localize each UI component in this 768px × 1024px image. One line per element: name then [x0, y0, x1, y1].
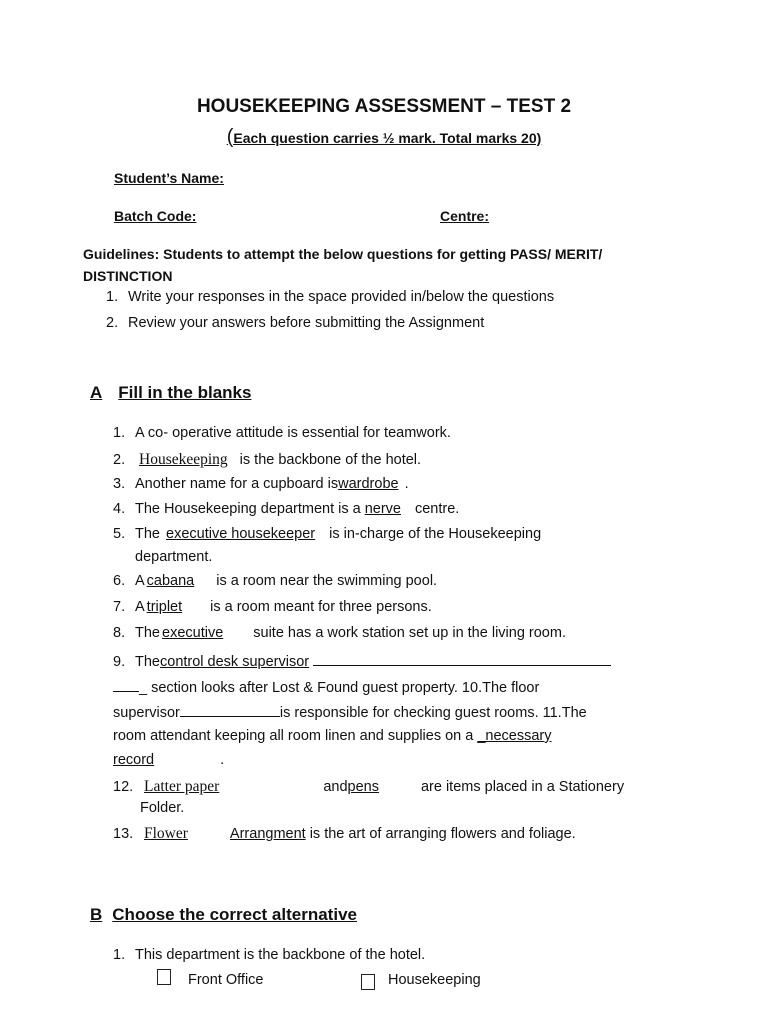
answer-housekeeping: Housekeeping — [139, 451, 228, 468]
checkbox-housekeeping[interactable] — [361, 974, 375, 990]
question-a2: 2. Housekeeping is the backbone of the hotel. — [113, 451, 422, 468]
guidelines-heading-line2: DISTINCTION — [83, 268, 173, 284]
paragraph-line1: _ section looks after Lost & Found guest property. 10.The floor — [113, 677, 539, 696]
answer-cabana: cabana — [146, 573, 195, 589]
section-a-heading: A Fill in the blanks — [90, 383, 252, 402]
answer-arrangment: Arrangment — [229, 826, 306, 842]
question-a9: 9. Thecontrol desk supervisor — [113, 651, 611, 670]
answer-control-desk-supervisor: control desk supervisor — [160, 654, 310, 670]
section-b-heading: B Choose the correct alternative — [90, 905, 357, 924]
paragraph-line2: supervisor is responsible for checking guest rooms. 11.The — [113, 702, 587, 721]
question-a4: 4. The Housekeeping department is a nerve centre. — [113, 501, 460, 517]
centre-label: Centre: — [440, 208, 490, 224]
subtitle — [0, 126, 768, 149]
question-b1: 1. This department is the backbone of the hotel. — [113, 947, 426, 963]
guideline-item: 2. Review your answers before submitting the Assignment — [106, 315, 485, 331]
batch-code-label: Batch Code: — [114, 208, 197, 224]
option-front-office: Front Office — [188, 972, 264, 988]
question-a5-line2: department. — [135, 549, 213, 565]
question-a8: 8. The executive suite has a work station set up in the living room. — [113, 625, 566, 641]
question-a6: 6. A cabana is a room near the swimming pool. — [113, 573, 438, 589]
subtitle-paren: ( — [226, 126, 234, 148]
paragraph-line4: record . — [113, 752, 225, 768]
answer-executive-housekeeper: executive housekeeper — [166, 526, 316, 542]
checkbox-front-office[interactable] — [157, 969, 171, 985]
answer-wardrobe: wardrobe — [338, 476, 399, 492]
answer-latter-paper: Latter paper — [144, 778, 220, 795]
option-housekeeping: Housekeeping — [388, 972, 481, 988]
page-title: HOUSEKEEPING ASSESSMENT – TEST 2 — [196, 96, 572, 117]
question-a13: 13. Flower Arrangment is the art of arranging flowers and foliage. — [113, 825, 576, 842]
question-a1: 1. A co- operative attitude is essential for teamwork. — [113, 425, 451, 441]
answer-executive: executive — [162, 625, 224, 641]
question-a12-line2: Folder. — [140, 800, 185, 816]
question-a7: 7. A triplet is a room meant for three persons. — [113, 599, 432, 615]
answer-flower: Flower — [144, 825, 188, 842]
student-name-label: Student’s Name: — [114, 170, 224, 186]
answer-nerve: nerve — [364, 501, 401, 517]
answer-pens: pens — [347, 779, 379, 795]
paragraph-line3: room attendant keeping all room linen and supplies on a _necessary — [113, 728, 560, 744]
subtitle-text: Each question carries ½ mark. Total marks 20) — [233, 130, 542, 146]
question-a5: 5. The executive housekeeper is in-charge of the Housekeeping — [113, 526, 542, 542]
question-a12: 12. Latter paper andpens are items placed in a Stationery — [113, 778, 625, 795]
guidelines-heading-line1: Guidelines: Students to attempt the below questions for getting PASS/ MERIT/ — [83, 246, 603, 262]
question-a3: 3. Another name for a cupboard iswardrobe . — [113, 476, 409, 492]
answer-necessary: _necessary — [477, 728, 552, 744]
answer-record: record — [113, 752, 155, 768]
answer-triplet: triplet — [146, 599, 183, 615]
guideline-item: 1. Write your responses in the space provided in/below the questions — [106, 289, 555, 305]
